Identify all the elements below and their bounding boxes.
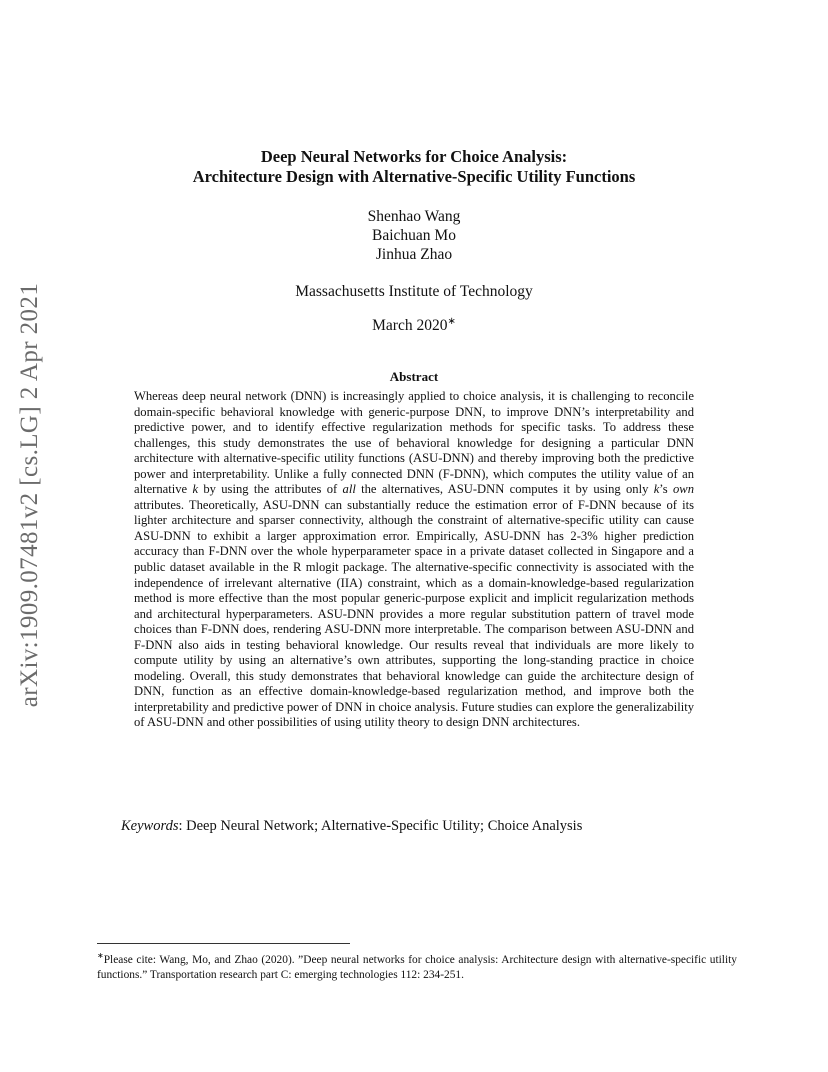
abstract-var-k: k — [192, 482, 199, 497]
footnote-mark: ∗ — [97, 951, 104, 960]
abstract-text — [134, 389, 694, 731]
keywords — [121, 818, 721, 835]
footnote-text: Please cite: Wang, Mo, and Zhao (2020). ”Deep neural networks for choice analysis: Architecture design with alternative-specific utility functions.” Transportation research part C: emerging technologies 112: 234-251. — [97, 953, 737, 982]
keywords-label: Keywords — [121, 818, 179, 834]
abstract-part-5: attributes. Theoretically, ASU-DNN can substantially reduce the estimation error of F-DNN because of its lighter architecture and sparser connectivity, although the constraint of alternative-specific utility can cause ASU-DNN to exhibit a larger approximation error. Empirically, ASU-DNN has 2-3% higher prediction accuracy than F-DNN over the whole hyperparameter space in a private dataset collected in Singapore and a public dataset available in the R mlogit package. The alternative-specific connectivity is associated with the independence of irrelevant alternative (IIA) constraint, which as a domain-knowledge-based regularization method is more effective than the most popular generic-purpose explicit and implicit regularization methods and architectural hyperparameters. ASU-DNN provides a more regular substitution pattern of travel mode choices than F-DNN does, rendering ASU-DNN more interpretable. The comparison between ASU-DNN and F-DNN also aids in testing behavioral knowledge. Our results reveal that individuals are more likely to compute utility by using an alternative’s own attributes, supporting the long-standing practice in choice modeling. Overall, this study demonstrates that behavioral knowledge can guide the architecture design of DNN, function as an effective domain-knowledge-based regularization method, and improve both the interpretability and predictive power of DNN in choice analysis. Future studies can explore the generalizability of ASU-DNN and other possibilities of using utility theory to design DNN architectures. — [134, 497, 694, 730]
arxiv-identifier-sidebar — [0, 282, 60, 708]
abstract-part-4: ’s — [659, 482, 673, 497]
title-line-2: Architecture Design with Alternative-Specific Utility Functions — [192, 167, 636, 186]
abstract-heading: Abstract — [389, 369, 439, 384]
publication-date — [120, 316, 708, 335]
author-name: Baichuan Mo — [372, 227, 456, 244]
date-footnote-mark: ∗ — [447, 316, 456, 327]
abstract-part-1: Whereas deep neural network (DNN) is increasingly applied to choice analysis, it is challenging to reconcile domain-specific behavioral knowledge with generic-purpose DNN, to improve DNN’s interpretability and predictive power, and to identify effective regularization methods for specific tasks. To address these challenges, this study demonstrates the use of behavioral knowledge for designing a particular DNN architecture with alternative-specific utility functions (ASU-DNN) and thereby improving both the predictive power and interpretability. Unlike a fully connected DNN (F-DNN), which computes the utility value of an alternative — [134, 389, 694, 497]
footnote — [97, 948, 737, 984]
author-name: Jinhua Zhao — [375, 246, 453, 263]
footnote-divider — [97, 943, 350, 944]
abstract-part-2: by using the attributes of — [198, 482, 343, 497]
keywords-text: : Deep Neural Network; Alternative-Specific Utility; Choice Analysis — [178, 818, 583, 834]
author-list — [120, 207, 708, 264]
abstract-part-3: the alternatives, ASU-DNN computes it by using only — [355, 482, 654, 497]
title-line-1: Deep Neural Networks for Choice Analysis: — [260, 147, 568, 166]
author-name: Shenhao Wang — [367, 208, 461, 225]
paper-title — [120, 147, 708, 187]
abstract-var-k: k — [653, 482, 660, 497]
abstract-emph-all: all — [342, 482, 356, 497]
abstract-emph-own: own — [673, 482, 694, 497]
date-text: March 2020 — [372, 317, 448, 335]
affiliation: Massachusetts Institute of Technology — [295, 283, 533, 300]
arxiv-identifier: arXiv:1909.07481v2 [cs.LG] 2 Apr 2021 — [16, 282, 43, 708]
